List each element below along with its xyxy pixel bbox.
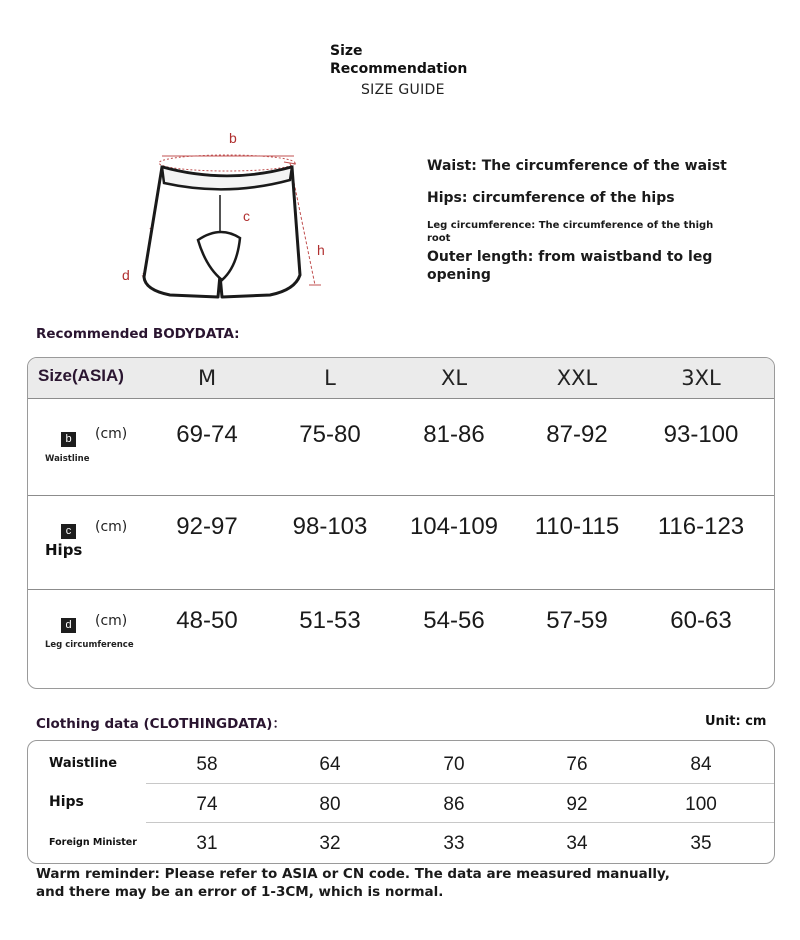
table-cell: 34 bbox=[566, 833, 588, 854]
table-cell: 100 bbox=[685, 794, 717, 815]
clothing-row-name: Foreign Minister bbox=[49, 837, 137, 848]
page-title-line2: Recommendation bbox=[330, 61, 468, 77]
table-cell: 84 bbox=[690, 754, 712, 775]
table-cell: 31 bbox=[196, 833, 218, 854]
size-col-m: M bbox=[197, 366, 217, 390]
definition-hips: Hips: circumference of the hips bbox=[427, 190, 675, 206]
unit-label: Unit: cm bbox=[705, 714, 767, 729]
table-cell: 93-100 bbox=[663, 421, 739, 448]
definition-waist: Waist: The circumference of the waist bbox=[427, 158, 727, 174]
table-cell: 64 bbox=[319, 754, 341, 775]
table-cell: 54-56 bbox=[423, 607, 485, 634]
clothing-data-table bbox=[27, 740, 775, 864]
row-divider bbox=[146, 822, 774, 823]
body-data-table bbox=[27, 357, 775, 689]
table-cell: 110-115 bbox=[534, 513, 620, 540]
table-cell: 104-109 bbox=[409, 513, 499, 540]
row-name-waistline: Waistline bbox=[45, 454, 90, 464]
diagram-label-d: d bbox=[122, 267, 130, 283]
table-cell: 57-59 bbox=[546, 607, 608, 634]
shorts-illustration bbox=[110, 125, 350, 305]
table-cell: 87-92 bbox=[546, 421, 608, 448]
shorts-diagram bbox=[110, 125, 350, 305]
table-cell: 76 bbox=[566, 754, 588, 775]
clothing-data-title: Clothing data (CLOTHINGDATA)： bbox=[36, 716, 286, 732]
row-unit: (cm) bbox=[95, 426, 128, 442]
definition-leg: Leg circumference: The circumference of the thigh root bbox=[427, 220, 714, 244]
definition-outer-length: Outer length: from waistband to leg opening bbox=[427, 249, 713, 283]
row-divider bbox=[28, 495, 774, 496]
page-subtitle: SIZE GUIDE bbox=[361, 82, 445, 98]
size-col-3xl: 3XL bbox=[681, 366, 721, 390]
body-data-title: Recommended BODYDATA: bbox=[36, 326, 240, 342]
clothing-row-name: Hips bbox=[49, 794, 84, 810]
diagram-label-h: h bbox=[317, 242, 325, 258]
table-cell: 32 bbox=[319, 833, 341, 854]
table-cell: 35 bbox=[690, 833, 712, 854]
page-title-line1: Size bbox=[330, 43, 363, 59]
table-cell: 58 bbox=[196, 754, 218, 775]
size-col-xl: XL bbox=[440, 366, 468, 390]
row-divider bbox=[28, 589, 774, 590]
row-badge-c: c bbox=[61, 524, 76, 539]
row-badge-b: b bbox=[61, 432, 76, 447]
table-cell: 70 bbox=[443, 754, 465, 775]
row-divider bbox=[146, 783, 774, 784]
table-cell: 48-50 bbox=[176, 607, 238, 634]
diagram-label-c: c bbox=[243, 208, 250, 224]
table-cell: 116-123 bbox=[657, 513, 745, 540]
row-badge-d: d bbox=[61, 618, 76, 633]
table-cell: 80 bbox=[319, 794, 341, 815]
table-cell: 69-74 bbox=[176, 421, 238, 448]
row-unit: (cm) bbox=[95, 519, 128, 535]
table-cell: 86 bbox=[443, 794, 465, 815]
table-cell: 92-97 bbox=[176, 513, 238, 540]
table-cell: 60-63 bbox=[670, 607, 732, 634]
row-name-hips: Hips bbox=[45, 541, 83, 559]
clothing-row-name: Waistline bbox=[49, 756, 118, 771]
diagram-label-b: b bbox=[229, 130, 237, 146]
table-cell: 75-80 bbox=[299, 421, 361, 448]
row-unit: (cm) bbox=[95, 613, 128, 629]
size-header-label: Size(ASIA) bbox=[38, 366, 124, 385]
table-cell: 33 bbox=[443, 833, 465, 854]
row-name-leg-circumference: Leg circumference bbox=[45, 640, 134, 650]
table-cell: 92 bbox=[566, 794, 588, 815]
table-cell: 51-53 bbox=[299, 607, 361, 634]
table-cell: 81-86 bbox=[423, 421, 485, 448]
table-cell: 74 bbox=[196, 794, 218, 815]
size-col-l: L bbox=[324, 366, 336, 390]
warm-reminder: Warm reminder: Please refer to ASIA or CN code. The data are measured manually, and there may be an error of 1-3CM, which is normal. bbox=[36, 866, 670, 900]
body-table-header bbox=[28, 358, 774, 399]
table-cell: 98-103 bbox=[292, 513, 368, 540]
size-col-xxl: XXL bbox=[556, 366, 598, 390]
